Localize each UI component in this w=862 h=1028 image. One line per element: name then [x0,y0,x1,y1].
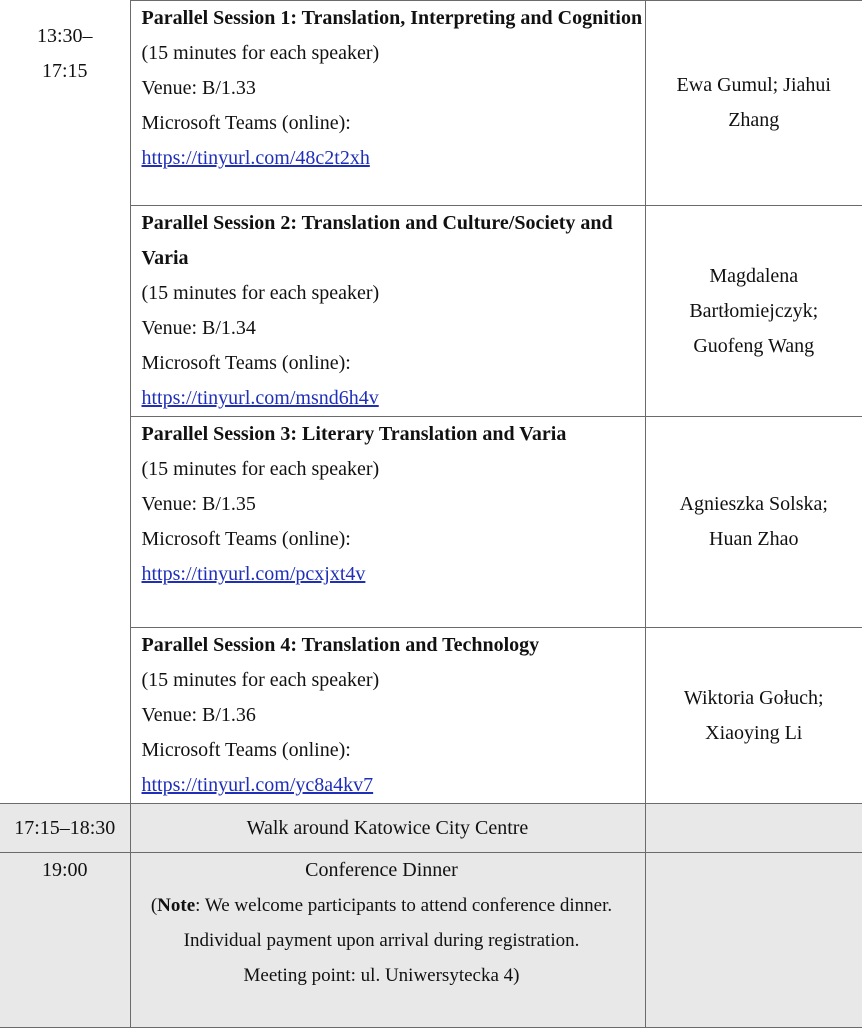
session-cell [130,417,645,628]
time-value: 13:30–17:15 [30,5,100,89]
note-label: Note [157,895,195,916]
session-chairs: Ewa Gumul; Jiahui Zhang [646,68,862,138]
teams-link[interactable]: https://tinyurl.com/msnd6h4v [142,387,379,409]
session-title: Parallel Session 1: Translation, Interpreting and Cognition [142,1,645,36]
teams-label: Microsoft Teams (online): [142,106,645,141]
teams-label: Microsoft Teams (online): [142,346,645,381]
session-duration: (15 minutes for each speaker) [142,276,645,311]
chairs-cell [645,206,862,417]
event-note: (Note: We welcome participants to attend conference dinner. Individual payment upon arrival during registration. [131,888,633,958]
event-cell [130,853,645,1028]
table-row [0,853,862,1028]
session-chairs: Wiktoria Gołuch; Xiaoying Li [646,681,862,751]
note-text: : We welcome participants to attend conference dinner. Individual payment upon arrival during registration. [184,895,613,951]
table-row [0,417,862,628]
event-cell [130,804,645,853]
teams-link[interactable]: https://tinyurl.com/48c2t2xh [142,147,370,169]
session-venue: Venue: B/1.36 [142,698,645,733]
time-cell [0,1,130,804]
teams-label: Microsoft Teams (online): [142,733,645,768]
session-cell [130,206,645,417]
session-title: Parallel Session 4: Translation and Technology [142,628,645,663]
event-title: Conference Dinner [131,853,633,888]
session-duration: (15 minutes for each speaker) [142,36,645,71]
chairs-cell [645,417,862,628]
time-cell [0,804,130,853]
session-duration: (15 minutes for each speaker) [142,452,645,487]
teams-link[interactable]: https://tinyurl.com/yc8a4kv7 [142,774,374,796]
table-row [0,206,862,417]
table-row [0,804,862,853]
teams-link[interactable]: https://tinyurl.com/pcxjxt4v [142,563,366,585]
session-cell [130,628,645,804]
event-title: Walk around Katowice City Centre [247,817,529,839]
chairs-cell [645,628,862,804]
session-duration: (15 minutes for each speaker) [142,663,645,698]
session-chairs: Magdalena Bartłomiejczyk; Guofeng Wang [646,259,862,364]
session-venue: Venue: B/1.35 [142,487,645,522]
session-venue: Venue: B/1.34 [142,311,645,346]
session-venue: Venue: B/1.33 [142,71,645,106]
time-value: 17:15–18:30 [14,817,115,839]
table-row [0,1,862,206]
chairs-cell [645,853,862,1028]
meeting-point: Meeting point: ul. Uniwersytecka 4) [131,958,633,993]
session-title: Parallel Session 3: Literary Translation and Varia [142,417,645,452]
teams-label: Microsoft Teams (online): [142,522,645,557]
session-chairs: Agnieszka Solska; Huan Zhao [646,487,862,557]
session-title: Parallel Session 2: Translation and Culture/Society and Varia [142,206,645,276]
chairs-cell [645,1,862,206]
table-row [0,628,862,804]
time-value: 19:00 [42,859,88,881]
chairs-cell [645,804,862,853]
session-cell [130,1,645,206]
time-cell [0,853,130,1028]
